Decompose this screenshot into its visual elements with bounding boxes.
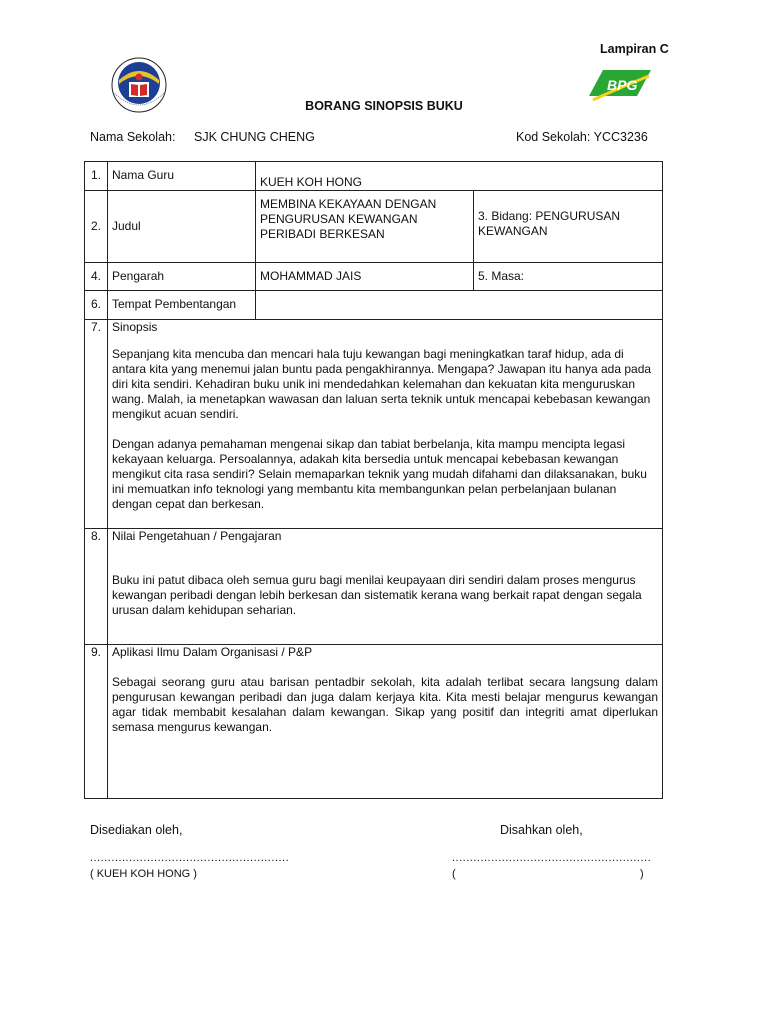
synopsis-paragraph: Dengan adanya pemahaman mengenai sikap dan tabiat berbelanja, kita mampu mencipta legasi kekayaan keluarga. Persoalannya, adakah kita bersedia untuk mencapai kebebasan kewangan mengikut cita rasa sendiri? Selain memaparkan teknik yang mudah difahami dan dilaksanakan, buku ini memuatkan info teknologi yang membantu kita membangunkan pelan perbelanjaan bulanan dengan cepat dan berkesan.: [112, 437, 647, 511]
application-cell: [108, 645, 663, 799]
field-label-title: Judul: [108, 191, 256, 263]
field-value-title: MEMBINA KEKAYAAN DENGAN PENGURUSAN KEWANGAN PERIBADI BERKESAN: [256, 191, 474, 263]
row-number: 6.: [85, 291, 108, 320]
school-code: Kod Sekolah: YCC3236: [516, 130, 648, 144]
school-name-row: [90, 130, 315, 144]
application-paragraph: Sebagai seorang guru atau barisan pentadbir sekolah, kita adalah terlibat secara langsung dalam pengurusan kewangan peribadi dan juga dalam kerjaya kita. Kita mesti belajar mengurus kewangan agar tidak membabit kesalahan dalam kewangan. Sikap yang positif dan integriti amat diperlukan semasa mengurus kewangan.: [112, 675, 659, 734]
approved-by-paren-open: (: [452, 868, 456, 880]
field-label-venue: Tempat Pembentangan: [108, 291, 256, 320]
field-label-teacher: Nama Guru: [108, 162, 256, 191]
field-category: 3. Bidang: PENGURUSAN KEWANGAN: [474, 191, 663, 263]
section-heading-application: Aplikasi Ilmu Dalam Organisasi / P&P: [112, 645, 313, 659]
synopsis-paragraph: Sepanjang kita mencuba dan mencari hala tuju kewangan bagi meningkatkan taraf hidup, ada di antara kita yang menemui jalan buntu pada pengakhirannya. Mengapa? Jawapan itu hanya ada pada diri kita sendiri. Kehadiran buku unik ini mendedahkan kelemahan dan kekuatan kita menguruskan wang. Malah, ia menetapkan wawasan dan laluan serta teknik untuk mencapai kebebasan kewangan mengikut acuan sendiri.: [112, 347, 652, 421]
row-number: 8.: [85, 529, 108, 645]
lampiran-label: Lampiran C: [600, 42, 669, 56]
field-duration: 5. Masa:: [474, 263, 663, 291]
bpg-logo-text: BPG: [607, 77, 638, 93]
synopsis-cell: [108, 320, 663, 529]
row-application: [85, 645, 663, 799]
approved-by-paren-close: ): [640, 868, 644, 880]
row-number: 2.: [85, 191, 108, 263]
section-heading-synopsis: Sinopsis: [112, 320, 158, 334]
synopsis-form-table: [84, 161, 663, 799]
approved-by-label: Disahkan oleh,: [500, 823, 583, 837]
row-number: 7.: [85, 320, 108, 529]
row-number: 1.: [85, 162, 108, 191]
field-value-author: MOHAMMAD JAIS: [256, 263, 474, 291]
field-label-author: Pengarah: [108, 263, 256, 291]
row-venue: [85, 291, 663, 320]
knowledge-value-cell: [108, 529, 663, 645]
school-name-label: Nama Sekolah:: [90, 130, 176, 144]
field-value-venue[interactable]: [256, 291, 663, 320]
row-author: [85, 263, 663, 291]
row-number: 9.: [85, 645, 108, 799]
knowledge-paragraph: Buku ini patut dibaca oleh semua guru bagi menilai keupayaan diri sendiri dalam proses mengurus kewangan peribadi dengan lebih berkesan dan sistematik kerana wang berkait rapat dengan segala urusan dalam kehidupan seharian.: [112, 573, 642, 617]
field-value-teacher: KUEH KOH HONG: [256, 162, 663, 191]
prepared-by-name: ( KUEH KOH HONG ): [90, 868, 197, 880]
school-name-value: SJK CHUNG CHENG: [194, 130, 315, 144]
signature-line-prepared: ........................................................: [90, 852, 290, 864]
row-title: [85, 191, 663, 263]
row-number: 4.: [85, 263, 108, 291]
signature-line-approved: ........................................................: [452, 852, 652, 864]
row-knowledge-value: [85, 529, 663, 645]
section-heading-knowledge: Nilai Pengetahuan / Pengajaran: [112, 529, 282, 543]
row-teacher-name: [85, 162, 663, 191]
form-title: BORANG SINOPSIS BUKU: [305, 99, 463, 113]
prepared-by-label: Disediakan oleh,: [90, 823, 183, 837]
row-synopsis: [85, 320, 663, 529]
